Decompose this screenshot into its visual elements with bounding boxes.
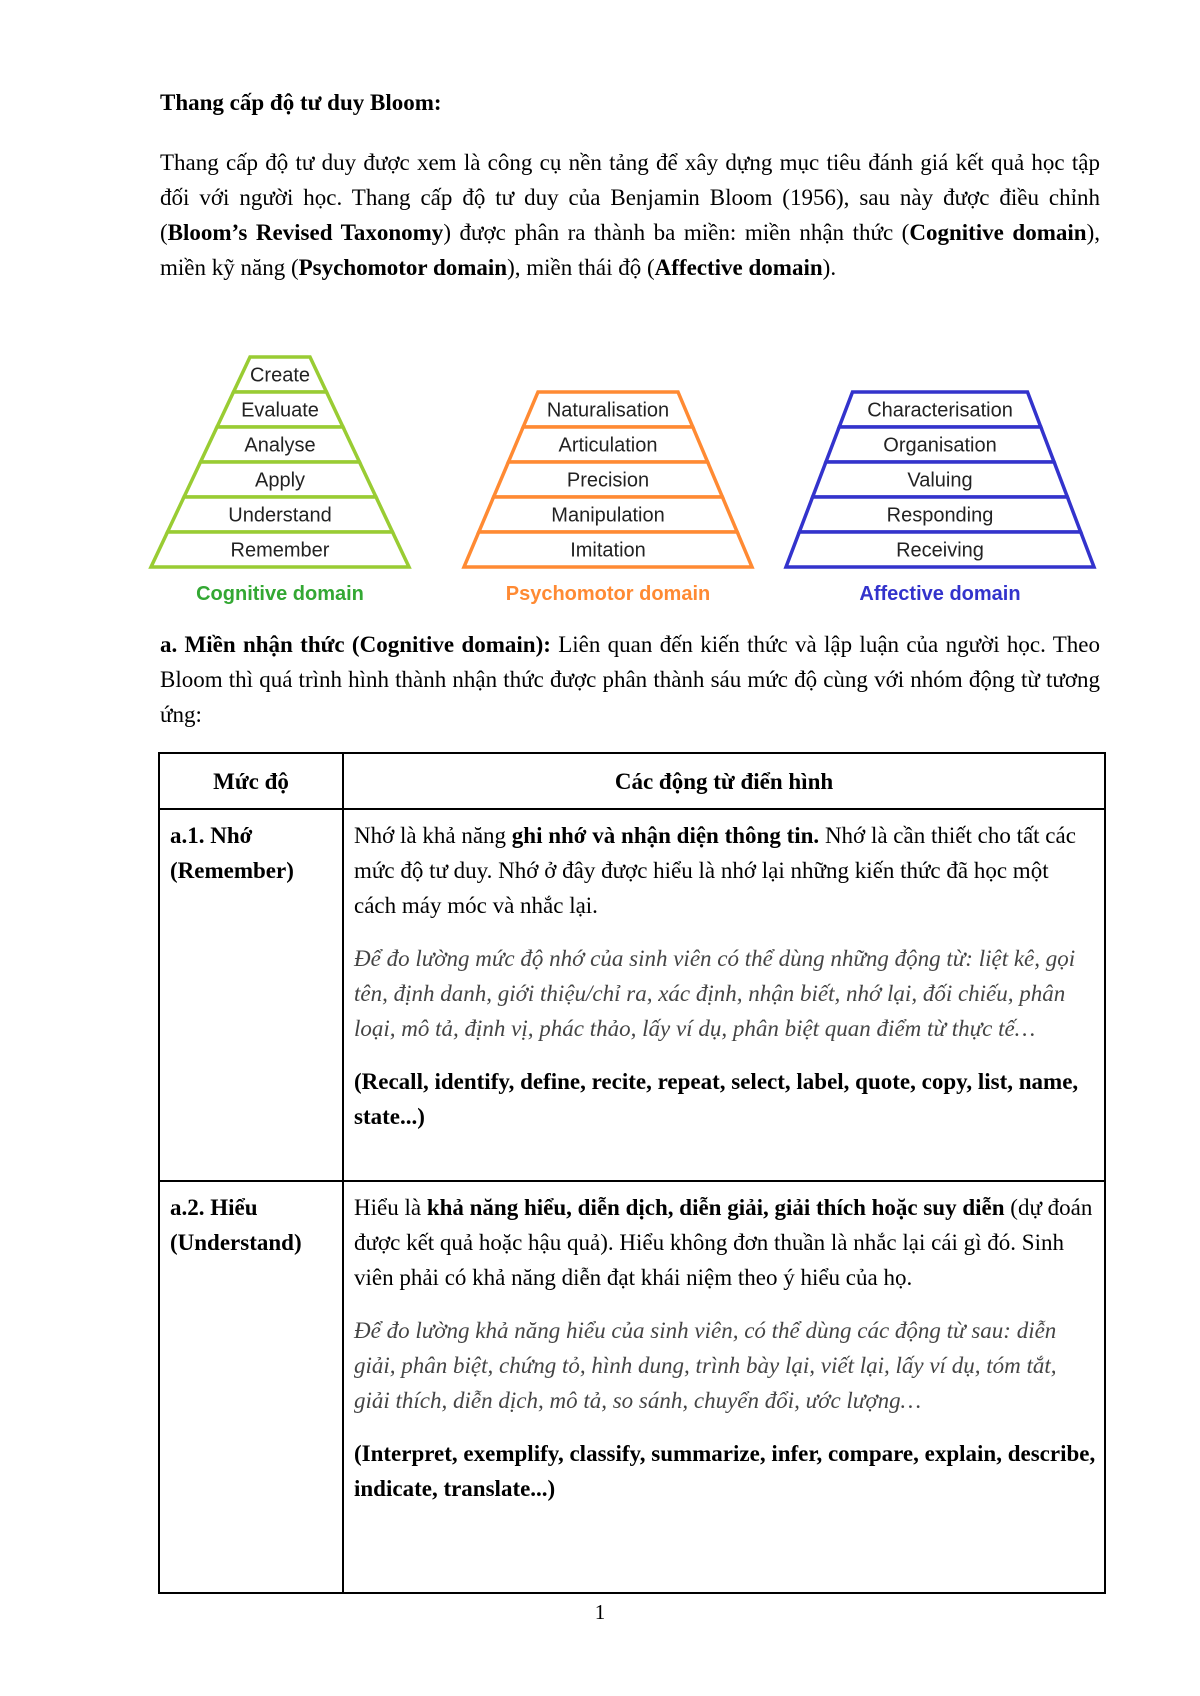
table-header-verbs: Các động từ điển hình xyxy=(614,769,834,794)
pyramid-level-label: Evaluate xyxy=(241,399,319,422)
pyramid-level-label: Responding xyxy=(886,504,994,527)
pyramid-level-label: Analyse xyxy=(244,434,316,457)
section-text: Liên quan đến kiến thức và lập luận của người học. Theo Bloom thì quá trình hình thành nhận thức được phân thành sáu mức độ cùng với nhóm động từ tương ứng: xyxy=(160,632,1101,727)
pyramid-level-label: Understand xyxy=(228,504,332,527)
description-text: Nhớ là cần thiết cho tất các mức độ tư duy. Nhớ ở đây được hiểu là nhớ lại những kiến thức đã học một cách máy móc và nhắc lại. xyxy=(354,823,1076,918)
intro-bold-term: Psychomotor domain xyxy=(298,255,508,280)
pyramid-level-label: Naturalisation xyxy=(546,399,670,422)
table-header-level: Mức độ xyxy=(213,769,289,794)
pyramid-level-label: Create xyxy=(249,364,311,387)
verbs-table xyxy=(158,752,1106,1594)
description-text: (dự đoán được kết quả hoặc hậu quả). Hiểu không đơn thuần là nhắc lại cái gì đó. Sinh viên phải có khả năng diễn đạt khái niệm theo ý hiểu của họ. xyxy=(354,1195,1093,1290)
level-description xyxy=(354,1190,1096,1295)
intro-text: ), miền thái độ ( xyxy=(507,255,655,280)
intro-text: ). xyxy=(822,255,837,280)
table-divider xyxy=(342,754,344,1592)
measurement-verbs: Để đo lường mức độ nhớ của sinh viên có thể dùng những động từ: liệt kê, gọi tên, định danh, giới thiệu/chỉ ra, xác định, nhận biết, nhớ lại, đối chiếu, phân loại, mô tả, định vị, phác thảo, lấy ví dụ, phân biệt quan điểm từ thực tế… xyxy=(354,946,1076,1041)
bloom-pyramids-figure xyxy=(150,335,1110,605)
level-description xyxy=(354,818,1096,923)
pyramid-level-label: Precision xyxy=(566,469,650,492)
description-text: Nhớ là khả năng xyxy=(354,823,512,848)
pyramid-level-label: Manipulation xyxy=(551,504,665,527)
page-number: 1 xyxy=(594,1600,606,1624)
domain-label: Cognitive domain xyxy=(196,583,364,605)
intro-bold-term: Bloom’s Revised Taxonomy xyxy=(167,220,444,245)
intro-bold-term: Cognitive domain xyxy=(909,220,1087,245)
level-remember: a.1. Nhớ (Remember) xyxy=(170,823,294,883)
pyramid-level-label: Receiving xyxy=(896,539,984,562)
table-row xyxy=(354,818,1096,1134)
pyramid-level-label: Valuing xyxy=(907,469,973,492)
pyramid-level-label: Remember xyxy=(230,539,330,562)
pyramids-svg xyxy=(150,335,1110,605)
intro-paragraph xyxy=(160,145,1100,285)
level-understand: a.2. Hiểu (Understand) xyxy=(170,1195,302,1255)
page-title: Thang cấp độ tư duy Bloom: xyxy=(160,90,442,115)
pyramid-level-label: Organisation xyxy=(883,434,997,457)
pyramid-level-label: Imitation xyxy=(570,539,646,562)
table-row xyxy=(354,1190,1096,1506)
domain-label: Affective domain xyxy=(859,583,1021,605)
pyramid-level-label: Articulation xyxy=(558,434,658,457)
intro-text: ), miền kỹ năng ( xyxy=(160,220,1100,280)
intro-text: Thang cấp độ tư duy được xem là công cụ nền tảng để xây dựng mục tiêu đánh giá kết quả học tập đối với người học. Thang cấp độ tư duy của Benjamin Bloom (1956), sau này được điều chỉnh ( xyxy=(160,150,1100,245)
english-verbs: (Recall, identify, define, recite, repeat, select, label, quote, copy, list, name, state...) xyxy=(354,1069,1079,1129)
section-cognitive xyxy=(160,627,1100,732)
measurement-verbs: Để đo lường khả năng hiểu của sinh viên, có thể dùng các động từ sau: diễn giải, phân biệt, chứng tỏ, hình dung, trình bày lại, viết lại, lấy ví dụ, tóm tắt, giải thích, diễn dịch, mô tả, so sánh, chuyển đổi, ước lượng… xyxy=(354,1318,1057,1413)
description-bold: khả năng hiểu, diễn dịch, diễn giải, giải thích hoặc suy diễn xyxy=(426,1195,1005,1220)
section-title: a. Miền nhận thức (Cognitive domain): xyxy=(160,632,551,657)
table-divider xyxy=(160,1180,1104,1182)
english-verbs: (Interpret, exemplify, classify, summarize, infer, compare, explain, describe, indicate, translate...) xyxy=(354,1441,1096,1501)
pyramid-level-label: Characterisation xyxy=(867,399,1013,422)
description-text: Hiểu là xyxy=(354,1195,427,1220)
intro-bold-term: Affective domain xyxy=(654,255,823,280)
pyramid-level-label: Apply xyxy=(254,469,306,492)
domain-label: Psychomotor domain xyxy=(505,583,711,605)
description-bold: ghi nhớ và nhận diện thông tin. xyxy=(511,823,820,848)
intro-text: ) được phân ra thành ba miền: miền nhận thức ( xyxy=(443,220,910,245)
